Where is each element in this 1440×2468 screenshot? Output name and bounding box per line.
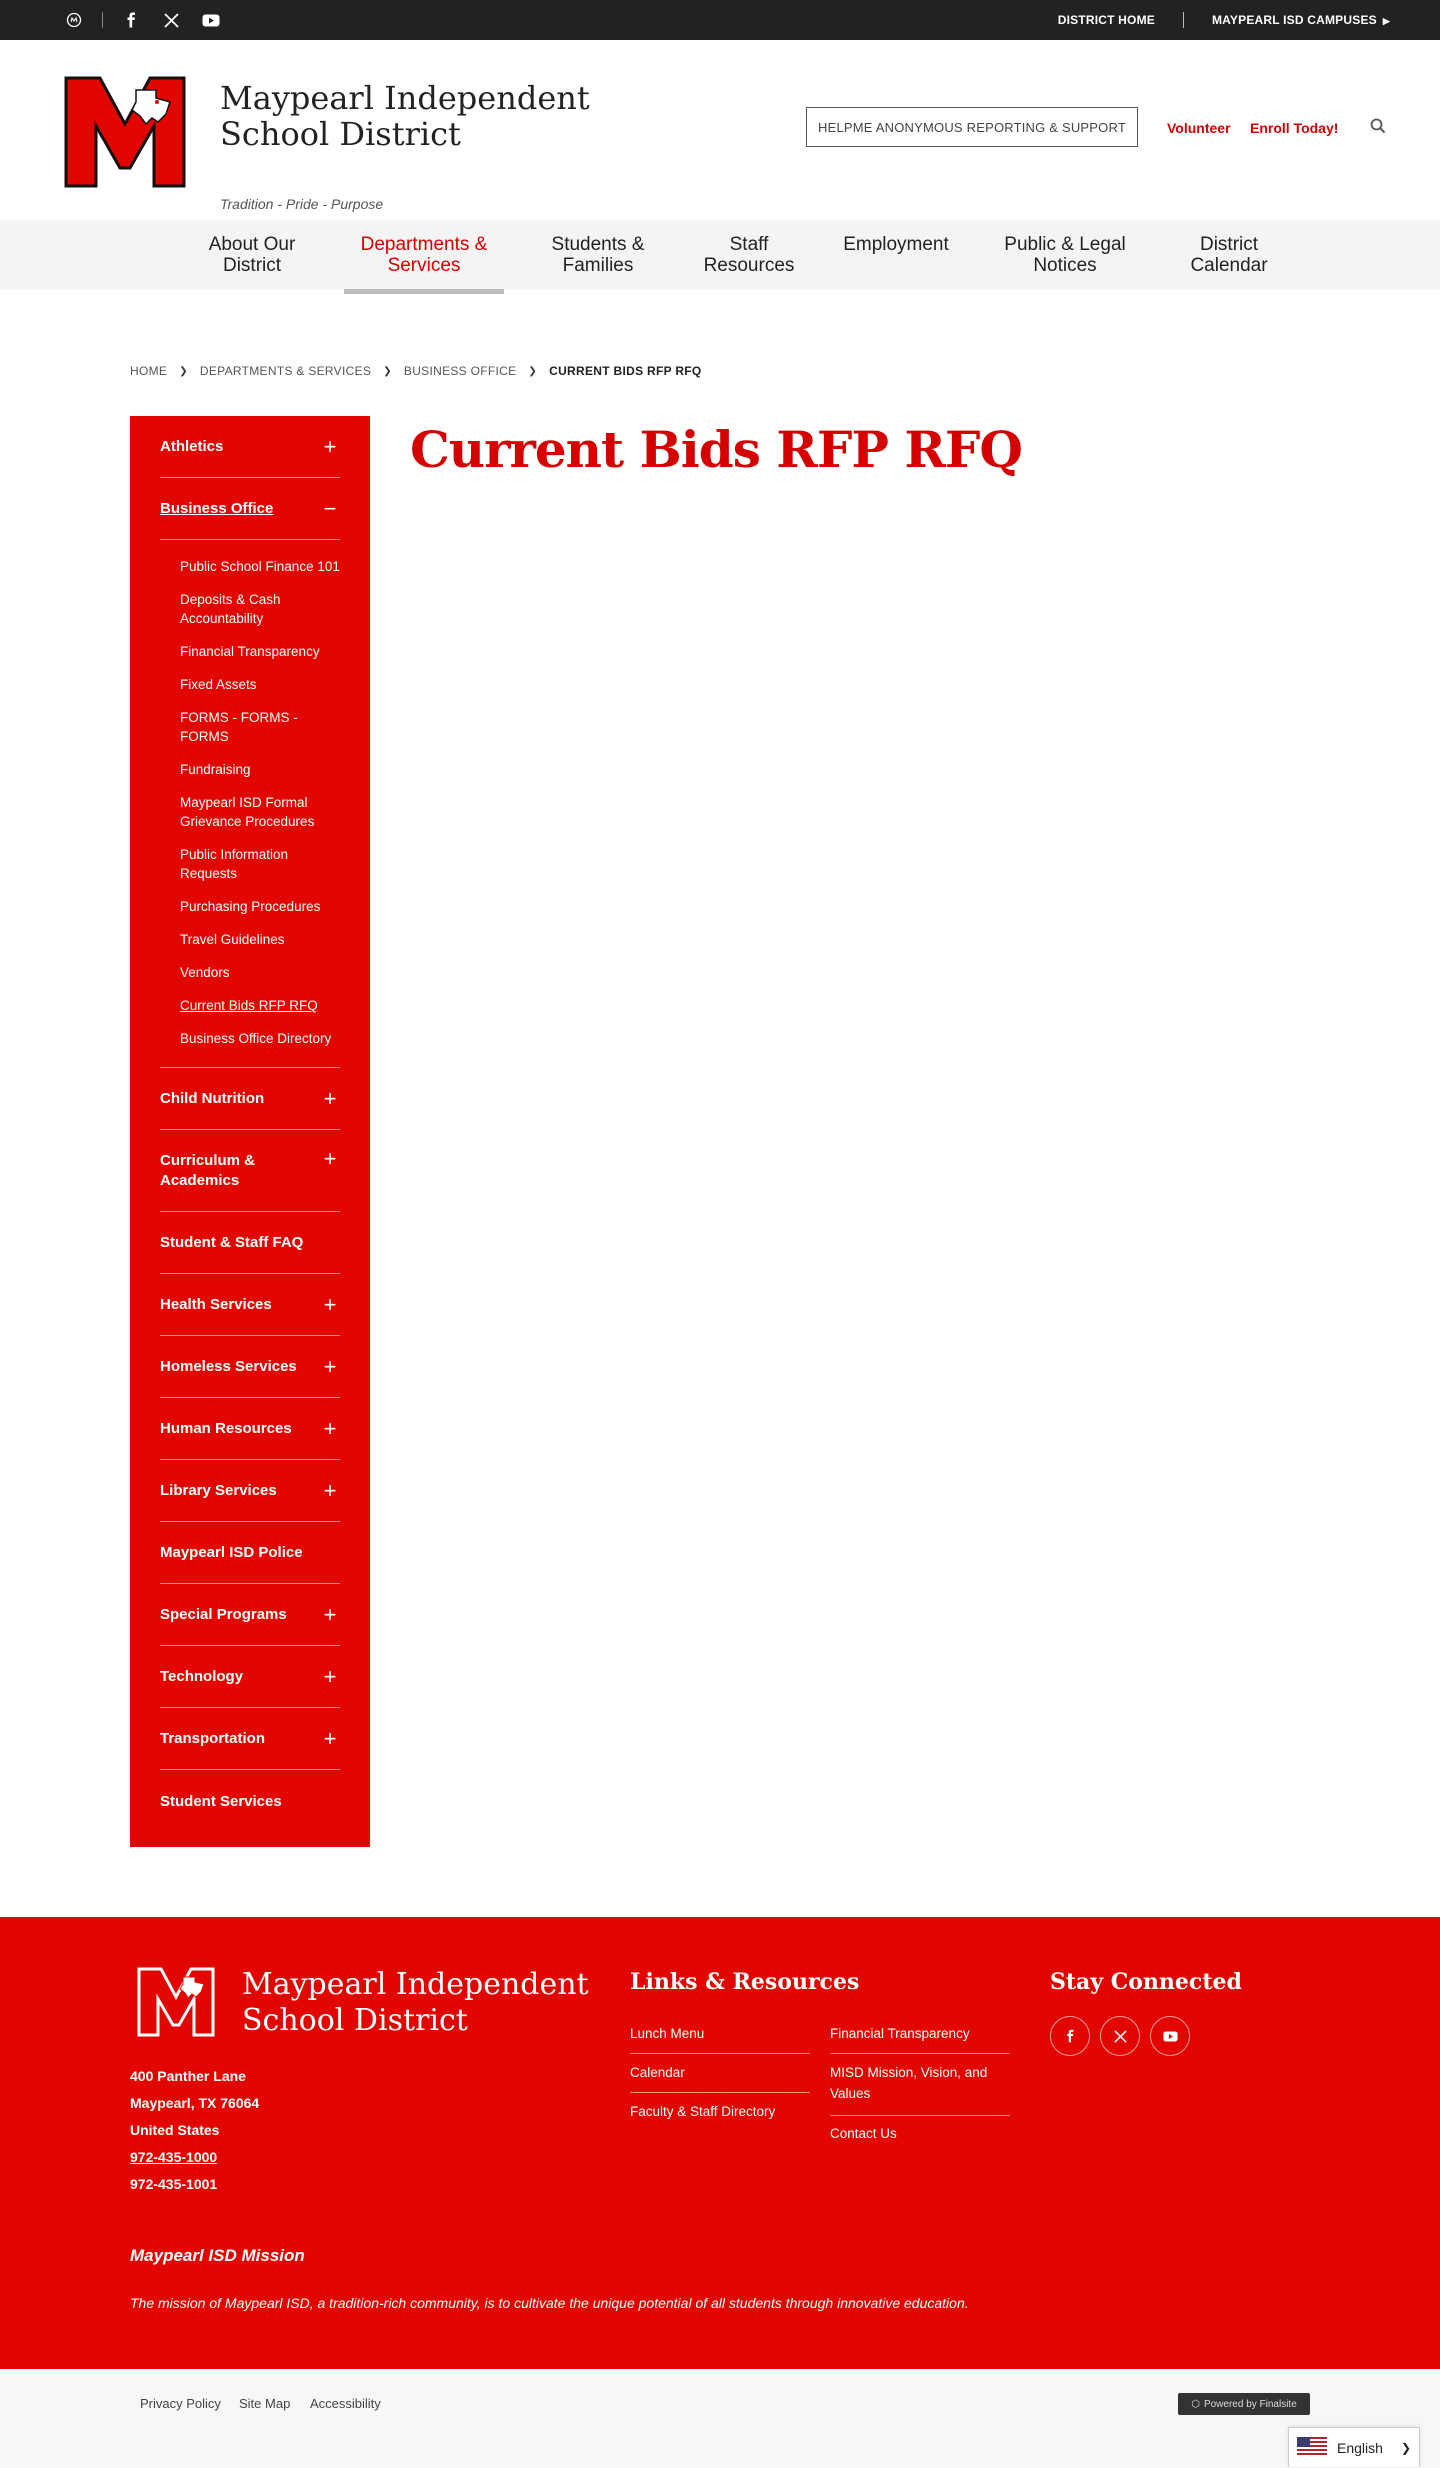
x-icon[interactable] [1100,2016,1140,2056]
sidenav-child-nutrition-label: Child Nutrition [160,1090,265,1107]
enroll-link[interactable]: Enroll Today! [1250,120,1339,136]
footer-logo[interactable] [135,1965,217,2039]
site-header [0,40,1440,220]
district-home-link[interactable]: DISTRICT HOME [1057,13,1155,27]
utility-divider [102,12,103,28]
site-tagline: Tradition - Pride - Purpose [220,196,384,212]
utility-links [1058,0,1390,40]
footer-link[interactable]: Calendar [630,2065,685,2080]
nav-public-legal[interactable] [990,220,1140,290]
nav-departments[interactable] [344,220,504,290]
nav-students-line1: Students & [551,234,645,255]
nav-staff-line2: Resources [703,255,795,276]
footer-link-divider [830,2115,1010,2116]
nav-calendar[interactable] [1174,220,1284,290]
caret-right-icon: ▶ [1382,16,1390,26]
sidenav-technology[interactable] [160,1646,340,1708]
utility-separator [1183,12,1184,28]
nav-calendar-line1: District [1199,234,1259,255]
footer-district-name [242,1967,602,2039]
address-country: United States [130,2122,220,2138]
sidenav-business-office-label: Business Office [160,500,274,517]
sidenav-curriculum[interactable] [160,1130,340,1212]
chevron-right-icon: ❯ [1400,2440,1411,2455]
subnav-item[interactable]: Fundraising [180,762,251,777]
nav-departments-line1: Departments & [360,234,488,255]
sidenav-faq[interactable] [160,1212,340,1274]
sidenav-athletics-label: Athletics [160,438,224,455]
subnav-item[interactable]: Public Information Requests [180,847,289,881]
subnav-item[interactable]: Maypearl ISD Formal Grievance Procedures [180,795,315,829]
nav-about[interactable] [182,220,322,290]
powered-by-badge[interactable] [1178,2393,1310,2415]
nav-public-legal-line2: Notices [1033,255,1097,276]
mission-title: Maypearl ISD Mission [130,2246,305,2265]
subnav-item[interactable]: Vendors [180,965,230,980]
section-sidenav [130,416,370,1847]
sidenav-health-label: Health Services [160,1296,272,1313]
plus-icon[interactable]: + [323,1663,337,1689]
sidenav-hr[interactable] [160,1398,340,1460]
minus-icon[interactable]: − [323,495,337,521]
footer-link-divider [630,2053,810,2054]
sidenav-business-office[interactable] [160,478,340,540]
site-map-link[interactable]: Site Map [239,2396,291,2411]
plus-icon[interactable]: + [323,1085,337,1111]
sidenav-health[interactable] [160,1274,340,1336]
chevron-right-icon: ❯ [528,365,538,377]
sidenav-special[interactable] [160,1584,340,1646]
subnav-item[interactable]: Financial Transparency [180,644,320,659]
footer-link-divider [630,2092,810,2093]
sidenav-student-services-label: Student Services [160,1792,282,1810]
sidenav-child-nutrition[interactable] [160,1068,340,1130]
phone-link[interactable]: 972-435-1000 [130,2149,218,2165]
subnav-item[interactable]: Travel Guidelines [180,932,285,947]
breadcrumb-home[interactable]: HOME [130,364,168,378]
nav-employment[interactable] [836,220,956,290]
powered-by-label: Powered by Finalsite [1203,2398,1297,2410]
sidenav-athletics[interactable] [160,416,340,478]
stay-connected-title: Stay Connected [1050,1969,1242,1995]
mission-text: The mission of Maypearl ISD, a tradition-rich community, is to cultivate the unique potential of all students through innovative education. [130,2295,969,2311]
plus-icon[interactable]: + [323,1291,337,1317]
subnav-item[interactable]: Business Office Directory [180,1031,332,1046]
campuses-dropdown[interactable] [1212,13,1390,27]
nav-public-legal-line1: Public & Legal [1004,234,1126,255]
volunteer-link[interactable]: Volunteer [1167,120,1231,136]
us-flag-icon [1297,2437,1327,2458]
page-title: Current Bids RFP RFQ [410,420,1022,479]
plus-icon[interactable]: + [323,1146,337,1171]
subnav-item[interactable]: Fixed Assets [180,677,257,692]
footer-address [130,2063,259,2198]
plus-icon[interactable]: + [323,1353,337,1379]
plus-icon[interactable]: + [323,1415,337,1441]
sidenav-library[interactable] [160,1460,340,1522]
fax-number: 972-435-1001 [130,2176,218,2192]
site-footer [0,1917,1440,2369]
facebook-icon[interactable] [1050,2016,1090,2056]
footer-name-line2: School District [242,2003,468,2038]
utility-bar [0,0,1440,40]
footer-link-divider [830,2053,1010,2054]
plus-icon[interactable]: + [323,1725,337,1751]
privacy-policy-link[interactable]: Privacy Policy [140,2396,221,2411]
sidenav-police-label: Maypearl ISD Police [160,1544,303,1561]
subnav-item[interactable]: Deposits & Cash Accountability [180,592,281,626]
sidenav-homeless-label: Homeless Services [160,1358,297,1375]
subnav-item[interactable]: Purchasing Procedures [180,899,321,914]
site-title[interactable]: Maypearl Independent School District [220,79,590,153]
footer-link[interactable]: MISD Mission, Vision, and Values [830,2065,988,2101]
district-logo[interactable] [60,72,190,192]
business-office-subnav [160,540,340,1068]
finalsite-icon: ⬡ [1191,2398,1200,2410]
nav-about-line2: District [222,255,282,276]
bottom-bar [0,2369,1440,2468]
sidenav-student-services[interactable] [160,1770,340,1832]
nav-students-line2: Families [562,255,634,276]
links-resources-title: Links & Resources [630,1969,860,1995]
sidenav-curriculum-label: Curriculum & Academics [160,1151,256,1189]
sidenav-transportation[interactable] [160,1708,340,1770]
nav-students[interactable] [538,220,658,290]
sidenav-faq-label: Student & Staff FAQ [160,1234,304,1251]
breadcrumb-departments[interactable]: DEPARTMENTS & SERVICES [199,364,372,378]
breadcrumb [130,364,702,378]
utility-social [60,8,225,32]
nav-calendar-line2: Calendar [1190,255,1268,276]
accessibility-link[interactable]: Accessibility [310,2396,381,2411]
main-nav-items [130,220,1330,290]
plus-icon[interactable]: + [323,433,337,459]
subnav-item[interactable]: FORMS - FORMS - FORMS [180,710,298,744]
sidenav-transportation-label: Transportation [160,1730,266,1747]
sidenav-technology-label: Technology [160,1668,244,1685]
sidenav-homeless[interactable] [160,1336,340,1398]
footer-link[interactable]: Financial Transparency [830,2026,970,2041]
helpme-icon[interactable] [60,8,88,32]
nav-staff-line1: Staff [729,234,769,255]
helpme-button[interactable]: HELPME ANONYMOUS REPORTING & SUPPORT [806,107,1138,147]
subnav-item-current[interactable]: Current Bids RFP RFQ [180,998,318,1013]
subnav-item[interactable]: Public School Finance 101 [180,559,340,574]
sidenav-special-label: Special Programs [160,1606,287,1623]
nav-employment-line1: Employment [843,234,949,255]
breadcrumb-business-office[interactable]: BUSINESS OFFICE [403,364,517,378]
plus-icon[interactable]: + [323,1601,337,1627]
chevron-right-icon: ❯ [179,365,188,377]
sidenav-library-label: Library Services [160,1482,277,1499]
x-icon[interactable] [157,8,185,32]
chevron-right-icon: ❯ [383,365,392,377]
youtube-icon[interactable] [197,8,225,32]
nav-about-line1: About Our [208,234,296,255]
sidenav-hr-label: Human Resources [160,1420,292,1437]
footer-link[interactable]: Lunch Menu [630,2026,705,2041]
main-nav [0,220,1440,290]
address-line1: 400 Panther Lane [130,2068,246,2084]
nav-staff[interactable] [694,220,804,290]
footer-link[interactable]: Contact Us [830,2126,897,2141]
language-selector[interactable] [1288,2427,1420,2467]
sidenav-police[interactable] [160,1522,340,1584]
footer-name-line1: Maypearl Independent [242,1967,589,2002]
campuses-label: MAYPEARL ISD CAMPUSES [1211,13,1377,27]
search-icon[interactable] [1370,118,1388,136]
nav-departments-line2: Services [387,255,461,276]
youtube-icon[interactable] [1150,2016,1190,2056]
address-line2: Maypearl, TX 76064 [130,2095,260,2111]
plus-icon[interactable]: + [323,1477,337,1503]
breadcrumb-current: CURRENT BIDS RFP RFQ [549,364,702,378]
language-label: English [1337,2439,1383,2456]
footer-link[interactable]: Faculty & Staff Directory [630,2104,776,2119]
facebook-icon[interactable] [117,8,145,32]
